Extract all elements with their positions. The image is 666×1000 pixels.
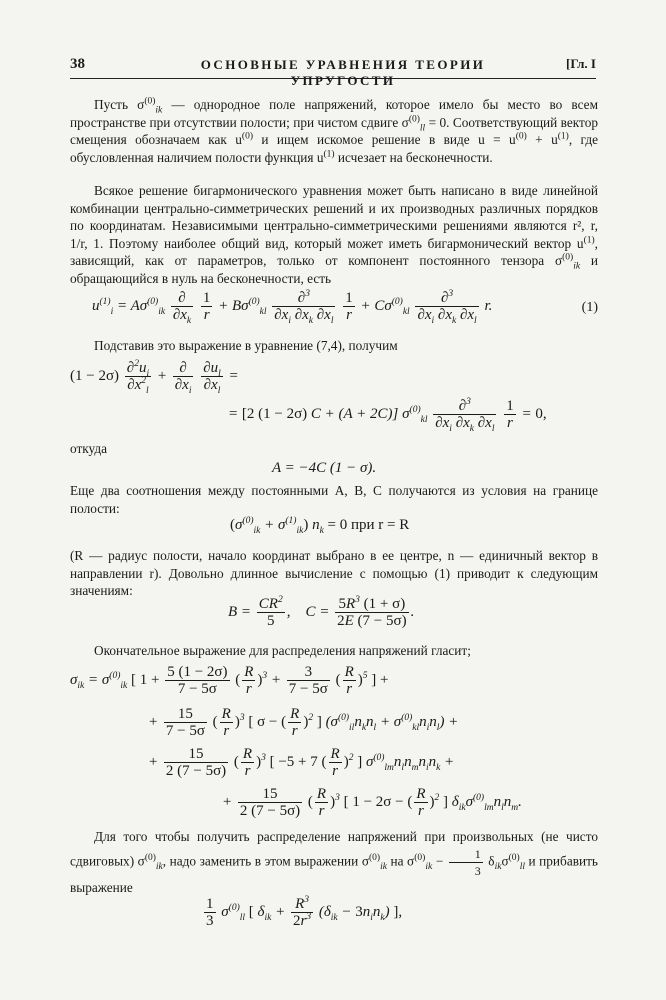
paragraph-biharmonic: Всякое решение бигармонического уравнения может быть написано в виде линейной комбинации центрально-симметрических решений и их производных различных порядков по координатам. Независимыми центрально-симметрическими решениями являются r², r, 1/r, 1. Поэтому наиболее общий вид, который может иметь бигармонический вектор $u^{(1)}$, зависящий, как от параметров, только от компонент постоянного тензора $\sigma^{(0)}_{ik}$ и обращающийся в нуль на бесконечности, есть <box>70 183 598 286</box>
equation-stress-line-1: $\sigma_{ik} = \sigma^{(0)}_{ik}$ [ 1 + $\frac{5 (1 - 2\sigma)}{7 - 5\sigma}$ ( $\frac{R}{r}$ )$^3$ + $\frac{3}{7 - 5\sigma}$ ( $\frac{R}{r}$ )$^5$ ] + <box>70 664 389 697</box>
equation-B-C: B = $\frac{CR^2}{5}$ , C = $\frac{5R^3 (1 + \sigma)}{2E (7 - 5\sigma)}$ . <box>228 595 415 629</box>
equation-A: A = −4C (1 − σ). <box>272 460 377 476</box>
chapter-label: [Гл. I <box>566 56 596 71</box>
running-title: ОСНОВНЫЕ УРАВНЕНИЯ ТЕОРИИ УПРУГОСТИ <box>200 57 486 88</box>
equation-boundary: $(\sigma^{(0)}_{ik} + \sigma^{(1)}_{ik}) n_k = 0$ при r = R <box>230 516 410 536</box>
equation-additional-term: $\frac{1}{3}$ $\sigma^{(0)}_{ll}$ [ $\delta_{ik}$ + $\frac{R^3}{2r^3}$ $(\delta_{ik} - 3n_in_k)$ ], <box>206 895 403 929</box>
equation-stress-line-3: + $\frac{15}{2 (7 - 5\sigma)}$ ( $\frac{R}{r}$ )$^3$ [ −5 + 7 ( $\frac{R}{r}$ )$^2$ ] $\sigma^{(0)}_{lm}n_ln_mn_in_k$ + <box>148 746 455 779</box>
paragraph-relations: Еще два соотношения между постоянными A, B, C получаются из условия на границе полости: <box>70 483 598 516</box>
equation-stress-line-4: + $\frac{15}{2 (7 - 5\sigma)}$ ( $\frac{R}{r}$ )$^3$ [ 1 − 2σ − ( $\frac{R}{r}$ )$^2$ ] $\delta_{ik}\sigma^{(0)}_{lm}n_ln_m$. <box>222 786 522 819</box>
paragraph-intro: Пусть $\sigma^{(0)}_{ik}$ — однородное поле напряжений, которое имело бы место во всем пространстве при отсутствии полости; при чистом сдвиге $\sigma^{(0)}_{ll} = 0$. Соответствующий вектор смещения обозначаем как $u^{(0)}$ и ищем искомое решение в виде $u = u^{(0)} + u^{(1)}$, где обусловленная наличием полости функция $u^{(1)}$ исчезает на бесконечности. <box>70 96 599 165</box>
paragraph-radius: (R — радиус полости, начало координат выбрано в ее центре, n — единичный вектор в направлении r). Довольно длинное вычисление с помощью (1) приводит к следующим значениям: <box>70 548 598 599</box>
running-header <box>70 56 596 88</box>
page-number: 38 <box>70 56 85 72</box>
equation-number: (1) <box>581 300 598 315</box>
text-substituting: Подставив это выражение в уравнение (7,4), получим <box>94 338 398 353</box>
equation-substituted-left: (1 − 2σ) $\frac{\partial^2u_i}{\partial x^2_l}$ + $\frac{\partial}{\partial x_i}$ $\frac{\partial u_l}{\partial x_l}$ = <box>70 359 239 396</box>
paragraph-arbitrary: Для того чтобы получить распределение напряжений при произвольных (не чисто сдвиговых) $\sigma^{(0)}_{ik}$, надо заменить в этом выражении $\sigma^{(0)}_{ik}$ на $\sigma^{(0)}_{ik}$ − $\frac{1}{3}$ $\delta_{ik}\sigma^{(0)}_{ll}$ и прибавить выражение <box>70 829 598 895</box>
word-otkuda: откуда <box>70 441 108 456</box>
equation-stress-line-2: + $\frac{15}{7 - 5\sigma}$ ( $\frac{R}{r}$ )$^3$ [ σ − ( $\frac{R}{r}$ )$^2$ ] $(\sigma^{(0)}_{il}n_kn_l + \sigma^{(0)}_{kl}n_in_l)$ + <box>148 706 459 739</box>
equation-substituted-right: = [2 (1 − 2σ) C + (A + 2C)] $\sigma^{(0)}_{kl}$ $\frac{\partial^3}{\partial x_i \partial x_k \partial x_l}$ $\frac{1}{r}$ = 0, <box>228 397 547 434</box>
equation-1: $u^{(1)}_i = A\sigma^{(0)}_{ik}$ $\frac{\partial}{\partial x_k}$ $\frac{1}{r}$ + $B\sigma^{(0)}_{kl}$ $\frac{\partial^3}{\partial x_i \partial x_k \partial x_l}$ $\frac{1}{r}$ + $C\sigma^{(0)}_{kl}$ $\frac{\partial^3}{\partial x_i \partial x_k \partial x_l}$ r. <box>92 289 493 326</box>
text-final-expression: Окончательное выражение для распределения напряжений гласит; <box>94 643 471 658</box>
